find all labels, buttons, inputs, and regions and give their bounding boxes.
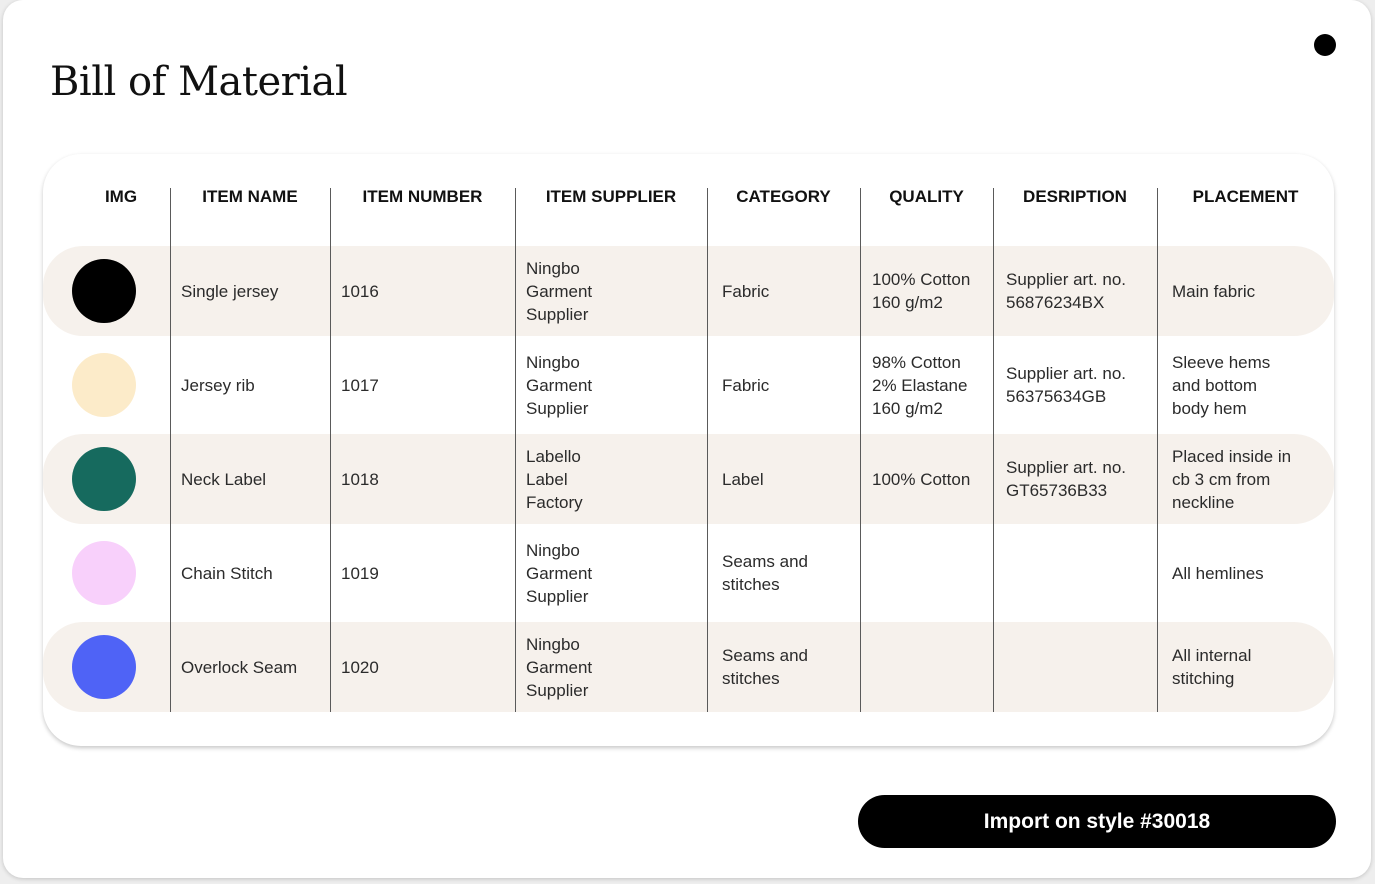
column-divider [993,188,994,712]
cell-line: body hem [1172,398,1247,418]
cell-category [707,622,860,712]
cell-text: Neck Label [181,469,267,489]
header-description[interactable]: DESRIPTION [1023,187,1127,206]
cell-item-supplier [515,340,707,430]
cell-line: stitching [1172,669,1235,688]
cell-line: Supplier art. no. [1006,458,1127,477]
cell-item-number [330,340,515,430]
cell-text: 1020 [341,657,379,677]
material-swatch [72,541,136,605]
cell-item-supplier [515,528,707,618]
cell-category [707,340,860,430]
bom-table [43,154,1334,746]
header-img[interactable]: IMG [104,187,138,206]
cell-line: All internal [1172,646,1252,665]
cell-line: Placed inside in [1172,446,1292,466]
cell-line: Fabric [722,281,770,301]
cell-placement [1157,528,1334,618]
cell-item-name [170,340,330,430]
table-row [43,246,1334,336]
cell-line: cb 3 cm from [1172,469,1271,489]
cell-text: Single jersey [181,281,279,301]
cell-text: 1019 [341,563,379,583]
column-divider [170,188,171,712]
material-swatch [72,447,136,511]
cell-description [993,340,1157,430]
cell-description [993,528,1157,618]
cell-text: 1018 [341,469,379,489]
cell-line: 160 g/m2 [872,398,943,418]
cell-item-name [170,528,330,618]
cell-item-name [170,434,330,524]
cell-line: and bottom [1172,375,1258,395]
cell-category [707,246,860,336]
cell-placement [1157,622,1334,712]
cell-line: Supplier [526,586,589,606]
cell-line: 56375634GB [1006,387,1107,406]
cell-item-supplier [515,246,707,336]
material-swatch [72,353,136,417]
page-title: Bill of Material [50,59,348,105]
cell-item-number [330,434,515,524]
cell-line: Seams and [722,552,808,571]
bom-card [3,0,1371,878]
cell-item-number [330,622,515,712]
cell-line: Label [526,469,568,489]
cell-description [993,622,1157,712]
cell-placement [1157,340,1334,430]
cell-line: neckline [1172,492,1235,512]
header-category[interactable]: CATEGORY [736,187,831,206]
cell-line: Garment [526,563,593,583]
cell-line: Ningbo [526,634,580,654]
cell-description [993,434,1157,524]
cell-item-supplier [515,622,707,712]
header-placement[interactable]: PLACEMENT [1192,187,1299,206]
cell-line: Sleeve hems [1172,352,1271,372]
cell-quality [860,528,993,618]
cell-text: Overlock Seam [181,657,298,677]
table-row [43,340,1334,430]
cell-item-name [170,246,330,336]
cell-line: Garment [526,375,593,395]
cell-line: Supplier [526,398,589,418]
cell-item-name [170,622,330,712]
cell-line: 56876234BX [1006,293,1105,312]
cell-line: Ningbo [526,258,580,278]
cell-line: GT65736B33 [1006,481,1108,500]
cell-line: Label [722,469,764,489]
cell-line: Ningbo [526,352,580,372]
column-divider [860,188,861,712]
column-divider [1157,188,1158,712]
cell-description [993,246,1157,336]
table-row [43,528,1334,618]
header-quality[interactable]: QUALITY [889,187,964,206]
cell-line: 98% Cotton [872,352,961,372]
header-item-supplier[interactable]: ITEM SUPPLIER [545,187,677,206]
status-dot-icon [1314,34,1336,56]
cell-line: 160 g/m2 [872,293,943,312]
cell-item-number [330,246,515,336]
column-divider [515,188,516,712]
cell-line: 2% Elastane [872,375,968,395]
cell-line: 100% Cotton [872,469,971,489]
cell-text: 1016 [341,281,379,301]
table-row [43,434,1334,524]
cell-line: Supplier [526,680,589,700]
cell-line: stitches [722,669,780,688]
cell-text: Chain Stitch [181,563,273,583]
cell-line: stitches [722,575,780,594]
header-item-name[interactable]: ITEM NAME [202,187,298,206]
cell-quality [860,622,993,712]
cell-line: Supplier art. no. [1006,364,1127,383]
cell-text: 1017 [341,375,379,395]
header-item-number[interactable]: ITEM NUMBER [362,187,483,206]
cell-placement [1157,246,1334,336]
cell-line: Ningbo [526,540,580,560]
material-swatch [72,635,136,699]
column-divider [330,188,331,712]
cell-quality [860,246,993,336]
cell-category [707,528,860,618]
column-divider [707,188,708,712]
import-on-style-button[interactable]: Import on style #30018 [858,795,1336,848]
table-row [43,622,1334,712]
cell-placement [1157,434,1334,524]
cell-line: Seams and [722,646,808,665]
material-swatch [72,259,136,323]
cell-quality [860,340,993,430]
cell-item-number [330,528,515,618]
cell-line: Supplier art. no. [1006,270,1127,289]
cell-line: 100% Cotton [872,270,971,289]
cell-line: Main fabric [1172,281,1256,301]
cell-text: Jersey rib [181,375,255,395]
cell-line: Supplier [526,304,589,324]
cell-line: Labello [526,446,581,466]
cell-line: All hemlines [1172,563,1264,583]
cell-quality [860,434,993,524]
cell-line: Garment [526,657,593,677]
cell-category [707,434,860,524]
cell-item-supplier [515,434,707,524]
cell-line: Factory [526,492,583,512]
cell-line: Garment [526,281,593,301]
cell-line: Fabric [722,375,770,395]
